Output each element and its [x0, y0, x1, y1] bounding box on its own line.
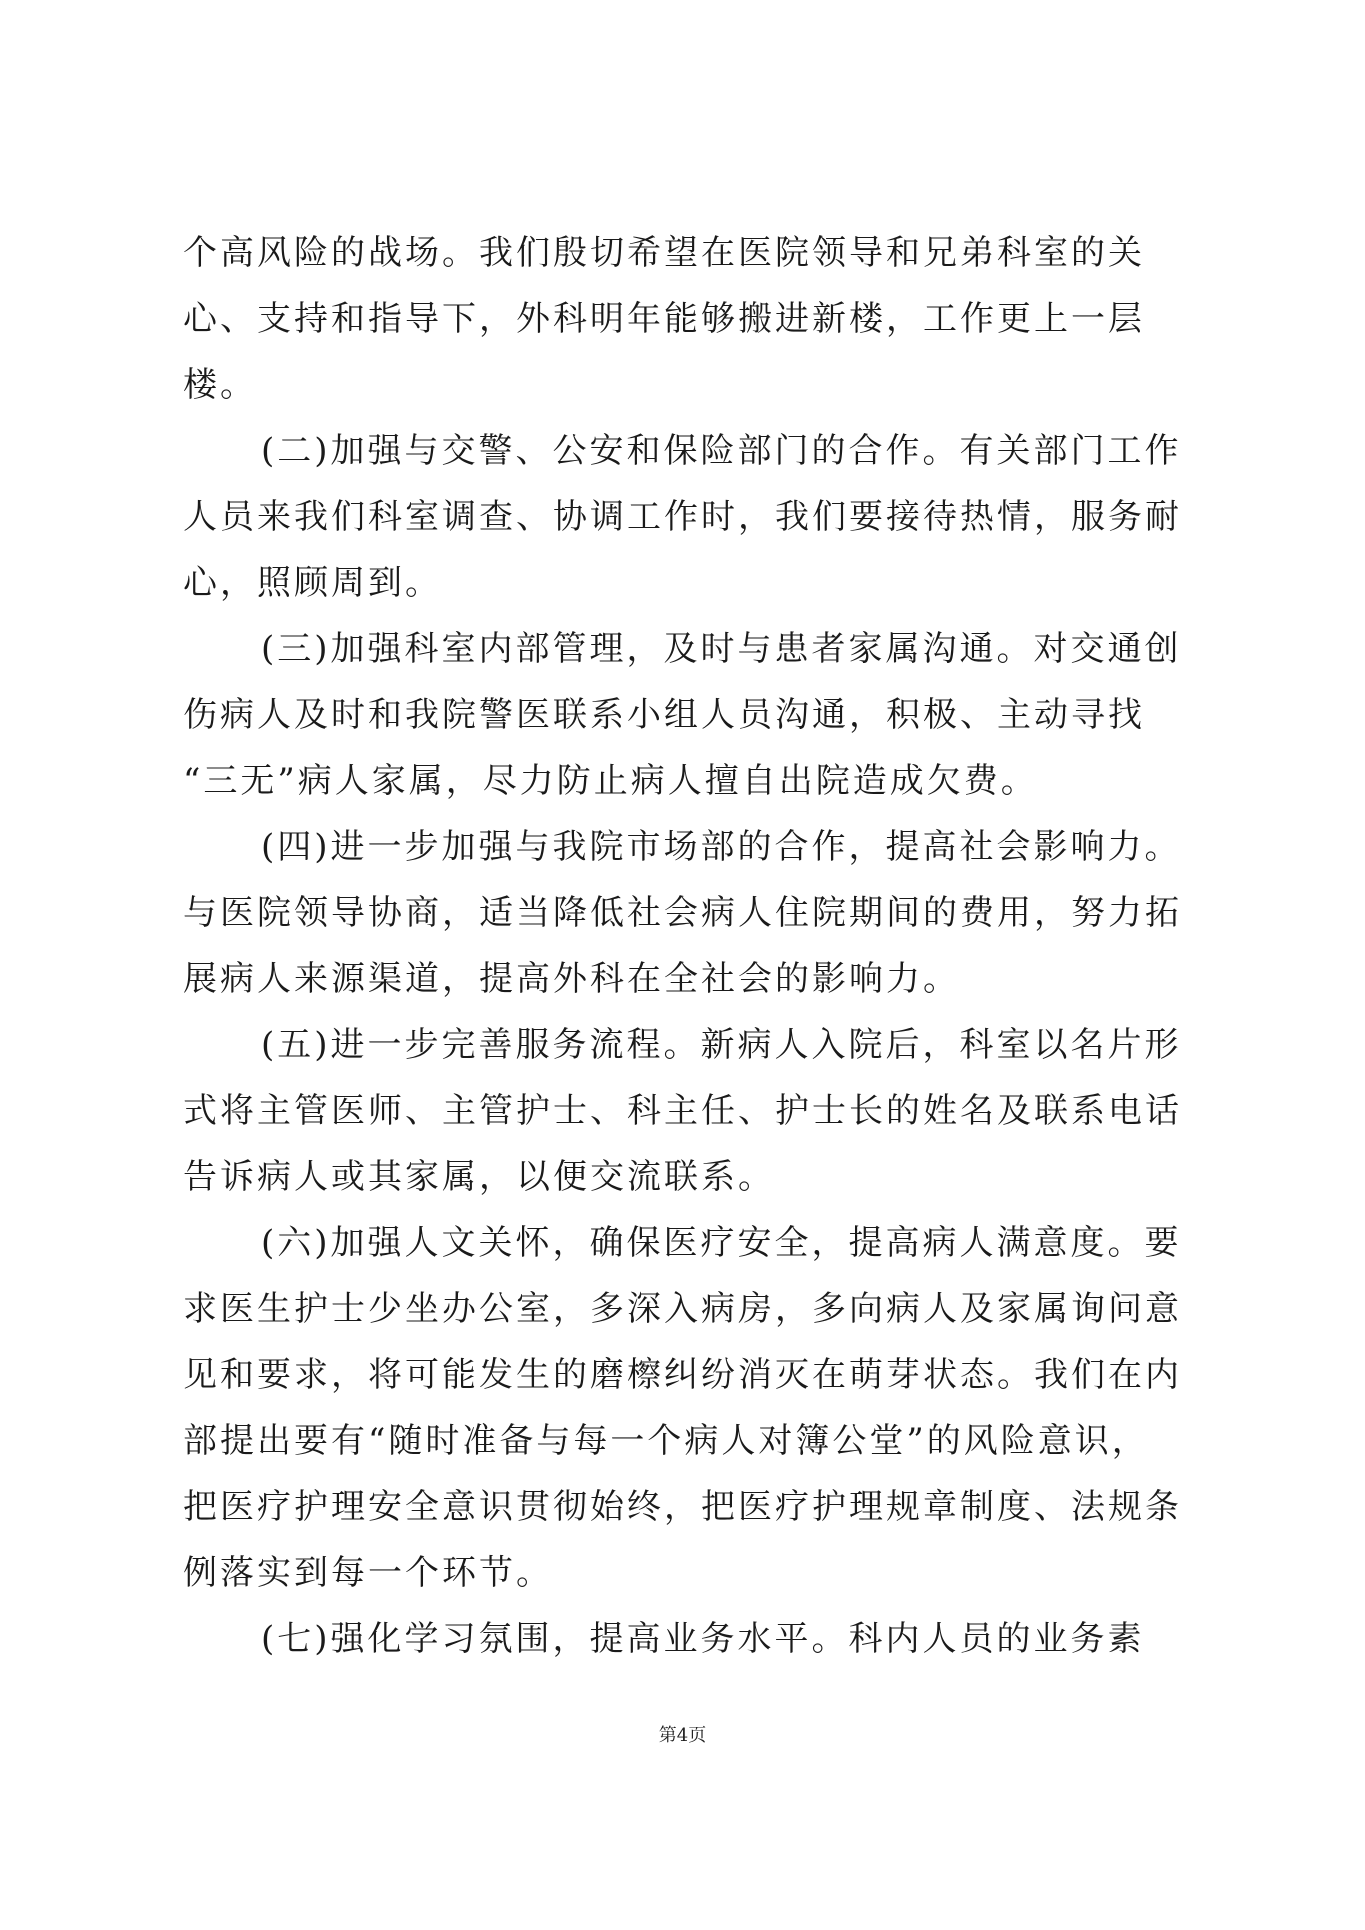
page-number: 第4页: [658, 1725, 707, 1746]
text-line: 展病人来源渠道，提高外科在全社会的影响力。: [183, 959, 960, 999]
text-line: (五)进一步完善服务流程。新病人入院后，科室以名片形: [261, 1025, 1182, 1065]
text-line: 个高风险的战场。我们殷切希望在医院领导和兄弟科室的关: [183, 233, 1145, 273]
text-line: (六)加强人文关怀，确保医疗安全，提高病人满意度。要: [261, 1223, 1182, 1263]
text-line: 例落实到每一个环节。: [183, 1553, 553, 1593]
text-line: (三)加强科室内部管理，及时与患者家属沟通。对交通创: [261, 629, 1182, 669]
text-line: 见和要求，将可能发生的磨檫纠纷消灭在萌芽状态。我们在内: [183, 1355, 1182, 1395]
text-line: 部提出要有“随时准备与每一个病人对簿公堂”的风险意识，: [183, 1421, 1149, 1461]
text-line: 伤病人及时和我院警医联系小组人员沟通，积极、主动寻找: [183, 695, 1145, 735]
text-line: 人员来我们科室调查、协调工作时，我们要接待热情，服务耐: [183, 497, 1182, 537]
text-line: 心，照顾周到。: [183, 563, 442, 603]
text-line: 式将主管医师、主管护士、科主任、护士长的姓名及联系电话: [183, 1091, 1182, 1131]
text-line: 与医院领导协商，适当降低社会病人住院期间的费用，努力拓: [183, 893, 1182, 933]
text-line: 楼。: [183, 365, 257, 405]
text-line: 心、支持和指导下，外科明年能够搬进新楼，工作更上一层: [183, 299, 1145, 339]
text-line: (四)进一步加强与我院市场部的合作，提高社会影响力。: [261, 827, 1182, 867]
text-line: 把医疗护理安全意识贯彻始终，把医疗护理规章制度、法规条: [183, 1487, 1182, 1527]
text-line: (二)加强与交警、公安和保险部门的合作。有关部门工作: [261, 431, 1182, 471]
text-line: (七)强化学习氛围，提高业务水平。科内人员的业务素: [261, 1619, 1145, 1659]
text-line: 告诉病人或其家属，以便交流联系。: [183, 1157, 775, 1197]
text-line: “三无”病人家属，尽力防止病人擅自出院造成欠费。: [183, 761, 1038, 801]
text-line: 求医生护士少坐办公室，多深入病房，多向病人及家属询问意: [183, 1289, 1182, 1329]
